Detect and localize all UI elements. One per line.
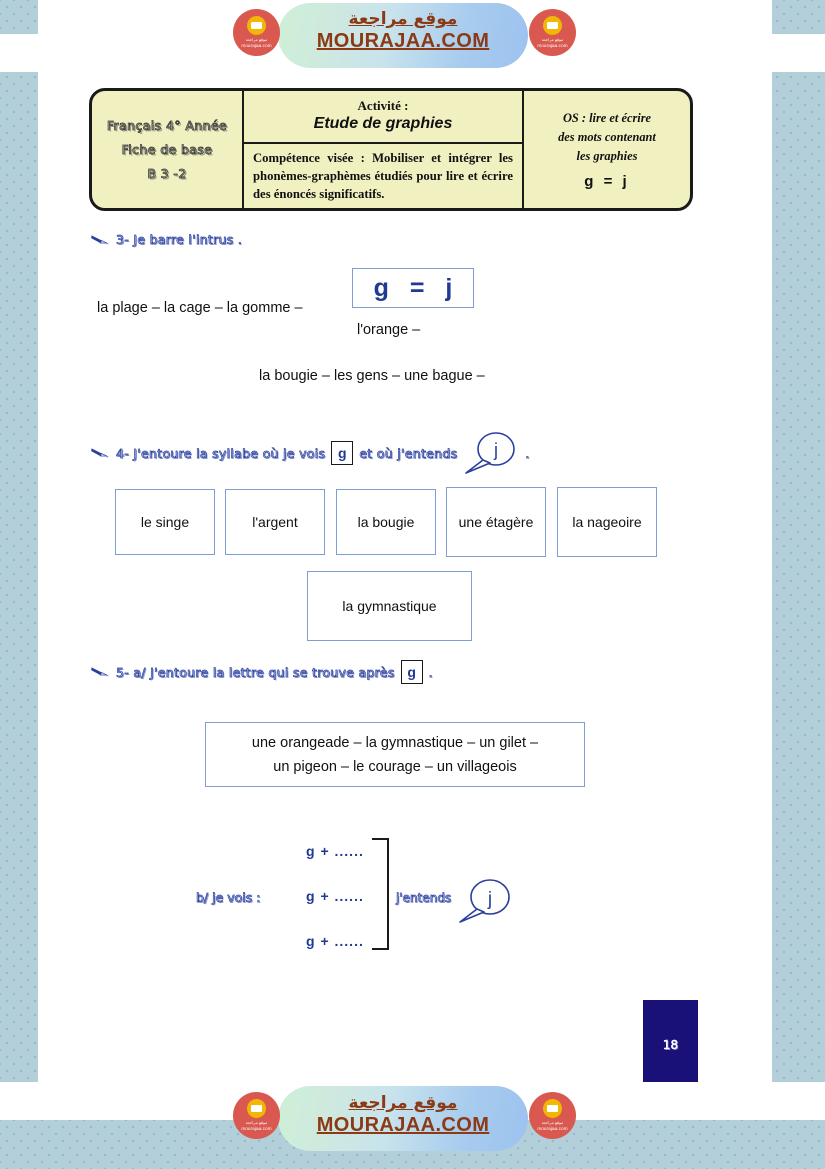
logo-caption-arabic: موقع مراجعة xyxy=(541,1120,564,1126)
header-os-line2: des mots contenant xyxy=(558,129,656,144)
banner-site-url-bottom[interactable]: MOURAJAA.COM xyxy=(316,1114,490,1137)
exercise5-list-line2: un pigeon – le courage – un villageois xyxy=(273,758,517,775)
site-logo-right-top xyxy=(529,9,576,56)
banner-arabic-title-bottom: موقع مراجعة xyxy=(348,1093,458,1113)
exercise5-instruction-text: 5- a/ J'entoure la lettre qui se trouve après xyxy=(116,664,395,680)
exercise5-word-list-box xyxy=(205,722,585,787)
exercise5-list-line1: une orangeade – la gymnastique – un gilet – xyxy=(251,734,539,751)
word-box[interactable]: la bougie xyxy=(336,489,436,555)
logo-caption-arabic: موقع مراجعة xyxy=(541,37,564,43)
logo-emblem-icon xyxy=(543,1099,562,1118)
pencil-icon xyxy=(90,233,110,247)
header-activity-label: Activité : xyxy=(357,98,409,114)
logo-emblem-icon xyxy=(247,1099,266,1118)
header-os-line1: OS : lire et écrire xyxy=(562,110,652,125)
word-box[interactable]: l'argent xyxy=(225,489,325,555)
worksheet-header-table xyxy=(89,88,693,211)
logo-caption-latin: mourajaa.com xyxy=(537,43,568,48)
site-logo-left-bottom xyxy=(233,1092,280,1139)
header-activity-title: Etude de graphies xyxy=(313,115,453,133)
exercise4-instruction-row xyxy=(90,431,530,475)
speech-bubble-icon xyxy=(463,431,519,475)
header-cell-subject xyxy=(92,91,244,208)
exercise5-letter-after-box: g xyxy=(401,660,423,684)
logo-caption-arabic: موقع مراجعة xyxy=(245,1120,268,1126)
banner-title-block-top xyxy=(278,9,528,54)
exercise5b-label: b/ je vois : xyxy=(196,890,261,905)
exercise3-equation-box: g = j xyxy=(352,268,474,308)
logo-emblem-icon xyxy=(543,16,562,35)
logo-emblem-icon xyxy=(247,16,266,35)
header-cell-objective xyxy=(524,91,690,208)
page-number-text: 18 xyxy=(662,1038,679,1052)
exercise3-words-line1: la plage – la cage – la gomme – xyxy=(97,300,303,316)
word-box[interactable]: la nageoire xyxy=(557,487,657,557)
header-os-line3: les graphies xyxy=(576,149,638,164)
speech-bubble-icon xyxy=(458,875,514,925)
header-subject-text: Français 4° Année xyxy=(106,118,228,133)
header-activity-title-cell xyxy=(244,91,522,144)
word-box[interactable]: la gymnastique xyxy=(307,571,472,641)
grouping-bracket xyxy=(372,838,389,950)
exercise5b-line[interactable]: g + ...... xyxy=(306,843,364,859)
exercise3-words-line3: la bougie – les gens – une bague – xyxy=(259,368,485,384)
site-banner-bottom xyxy=(0,1082,825,1156)
logo-caption-latin: mourajaa.com xyxy=(241,1126,272,1131)
header-code-text: B 3 -2 xyxy=(147,166,187,181)
banner-arabic-title-top: موقع مراجعة xyxy=(348,9,458,29)
exercise4-instruction-end: . xyxy=(525,445,530,461)
exercise4-instruction-text-part1: 4- J'entoure la syllabe où je vois xyxy=(116,445,326,461)
pencil-icon xyxy=(90,665,110,679)
logo-caption-latin: mourajaa.com xyxy=(537,1126,568,1131)
exercise3-instruction-row xyxy=(90,232,242,247)
site-logo-right-bottom xyxy=(529,1092,576,1139)
header-competence-text: Compétence visée : Mobiliser et intégrer les phonèmes-graphèmes étudiés pour lire et écrire des énoncés significatifs. xyxy=(253,150,513,202)
site-logo-left-top xyxy=(233,9,280,56)
exercise5b-hear-label: j'entends xyxy=(396,891,452,905)
header-os-equation: g = j xyxy=(584,173,630,191)
header-competence-cell xyxy=(244,144,522,208)
site-banner-top xyxy=(0,0,825,72)
exercise4-letter-see-box: g xyxy=(331,441,353,465)
header-cell-activity xyxy=(244,91,524,208)
logo-caption-latin: mourajaa.com xyxy=(241,43,272,48)
banner-site-url-top[interactable]: MOURAJAA.COM xyxy=(316,30,490,53)
exercise5-instruction-end: . xyxy=(428,664,433,680)
exercise3-instruction-text: 3- Je barre l'intrus . xyxy=(116,232,243,247)
pencil-icon xyxy=(90,446,110,460)
logo-caption-arabic: موقع مراجعة xyxy=(245,37,268,43)
exercise3-words-line2: l'orange – xyxy=(357,322,421,338)
exercise4-instruction-text-part2: et où j'entends xyxy=(359,445,458,461)
page-number-badge xyxy=(643,1000,698,1090)
banner-title-block-bottom xyxy=(278,1093,528,1138)
exercise4-bubble-letter: j xyxy=(494,440,499,460)
exercise5b-line[interactable]: g + ...... xyxy=(306,933,364,949)
word-box[interactable]: le singe xyxy=(115,489,215,555)
exercise5-instruction-row xyxy=(90,660,433,684)
exercise5b-bubble-letter: j xyxy=(487,889,493,910)
word-box[interactable]: une étagère xyxy=(446,487,546,557)
exercise5b-line[interactable]: g + ...... xyxy=(306,888,364,904)
header-sheet-type-text: Fiche de base xyxy=(121,142,213,157)
